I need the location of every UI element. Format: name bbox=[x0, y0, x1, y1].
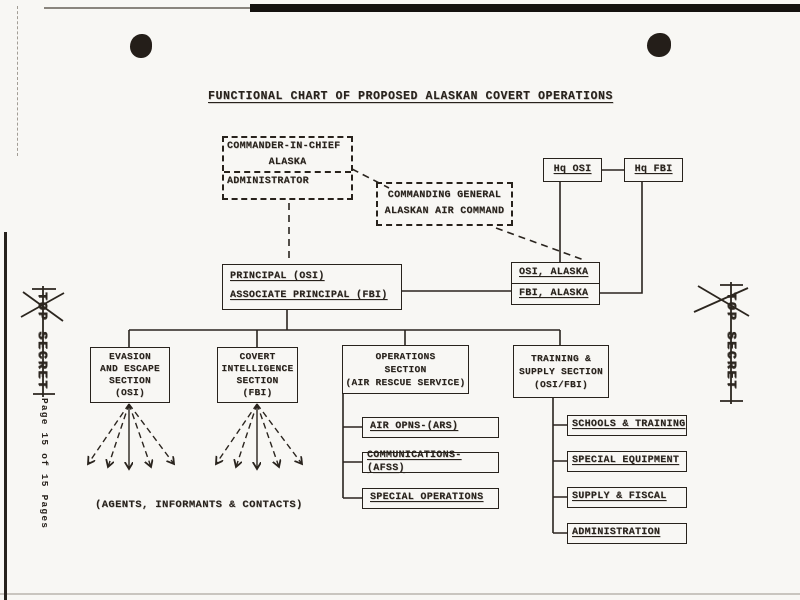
node-line: SUPPLY SECTION bbox=[518, 366, 603, 377]
scan-edge-top-thin-line bbox=[44, 7, 250, 9]
node-administration bbox=[567, 523, 687, 544]
agent-fan-lines-evasion bbox=[88, 404, 174, 469]
node-schools-training bbox=[567, 415, 687, 436]
node-line: SECTION bbox=[236, 375, 279, 386]
right-stamp-strikethrough bbox=[694, 282, 749, 404]
node-operations-section bbox=[342, 345, 469, 394]
node-line: (FBI) bbox=[242, 387, 273, 398]
scan-edge-bottom-line bbox=[0, 593, 800, 595]
node-label: Hq OSI bbox=[553, 163, 592, 175]
chart-title: FUNCTIONAL CHART OF PROPOSED ALASKAN COVERT OPERATIONS bbox=[208, 90, 614, 103]
node-label: SPECIAL EQUIPMENT bbox=[572, 455, 680, 467]
node-air-opns bbox=[362, 417, 499, 438]
node-line: ASSOCIATE PRINCIPAL (FBI) bbox=[230, 290, 388, 302]
node-line: ALASKAN AIR COMMAND bbox=[384, 205, 505, 217]
node-label: SPECIAL OPERATIONS bbox=[370, 492, 484, 504]
node-evasion-escape-section bbox=[90, 347, 170, 403]
node-line: TRAINING & bbox=[530, 353, 591, 364]
node-supply-fiscal bbox=[567, 487, 687, 508]
node-line: COMMANDER-IN-CHIEF bbox=[227, 141, 341, 152]
node-covert-intelligence-section bbox=[217, 347, 298, 403]
node-line: AND ESCAPE bbox=[99, 363, 160, 374]
node-osi-alaska bbox=[511, 262, 600, 284]
hole-punch-right bbox=[647, 33, 671, 57]
node-hq-fbi bbox=[624, 158, 683, 182]
node-label: COMMUNICATIONS-(AFSS) bbox=[367, 450, 462, 474]
node-hq-osi bbox=[543, 158, 602, 182]
node-label: SCHOOLS & TRAINING bbox=[572, 419, 686, 431]
node-line: OPERATIONS bbox=[375, 351, 436, 362]
node-line: ALASKA bbox=[268, 156, 307, 168]
node-communications bbox=[362, 452, 499, 473]
node-line: COMMANDING GENERAL bbox=[387, 190, 502, 201]
node-label: SUPPLY & FISCAL bbox=[572, 491, 667, 503]
node-line: (AIR RESCUE SERVICE) bbox=[345, 377, 466, 388]
agents-caption: (AGENTS, INFORMANTS & CONTACTS) bbox=[95, 499, 303, 511]
node-line-administrator: ADMINISTRATOR bbox=[224, 171, 351, 198]
node-line: SECTION bbox=[108, 375, 151, 386]
node-special-operations bbox=[362, 488, 499, 509]
node-line: INTELLIGENCE bbox=[221, 363, 294, 374]
scan-edge-left-dotted bbox=[17, 6, 18, 156]
node-line: (OSI) bbox=[114, 387, 145, 398]
scan-edge-left-line bbox=[4, 232, 7, 600]
top-secret-stamp-left: TOP SECRET bbox=[35, 292, 50, 391]
node-training-supply-section bbox=[513, 345, 609, 398]
node-special-equipment bbox=[567, 451, 687, 472]
node-line: (OSI/FBI) bbox=[533, 379, 588, 390]
top-secret-stamp-right: TOP SECRET bbox=[724, 292, 739, 391]
node-label: OSI, ALASKA bbox=[519, 266, 589, 278]
node-label: ADMINISTRATION bbox=[572, 527, 661, 539]
node-line: PRINCIPAL (OSI) bbox=[230, 271, 325, 283]
node-label: AIR OPNS-(ARS) bbox=[370, 421, 459, 433]
node-line: SECTION bbox=[384, 364, 427, 375]
page-number-label: Page 15 of 15 Pages bbox=[39, 398, 50, 530]
node-fbi-alaska bbox=[511, 283, 600, 305]
node-label: FBI, ALASKA bbox=[519, 287, 589, 299]
node-principal bbox=[222, 264, 402, 310]
agent-fan-lines-covert bbox=[216, 404, 302, 469]
node-label: Hq FBI bbox=[634, 163, 673, 175]
node-line: COVERT bbox=[239, 351, 276, 362]
scan-edge-top-bar bbox=[250, 4, 800, 12]
node-line: EVASION bbox=[108, 351, 151, 362]
node-commander-in-chief bbox=[222, 136, 353, 200]
node-commanding-general bbox=[376, 182, 513, 226]
hole-punch-left bbox=[130, 34, 152, 58]
